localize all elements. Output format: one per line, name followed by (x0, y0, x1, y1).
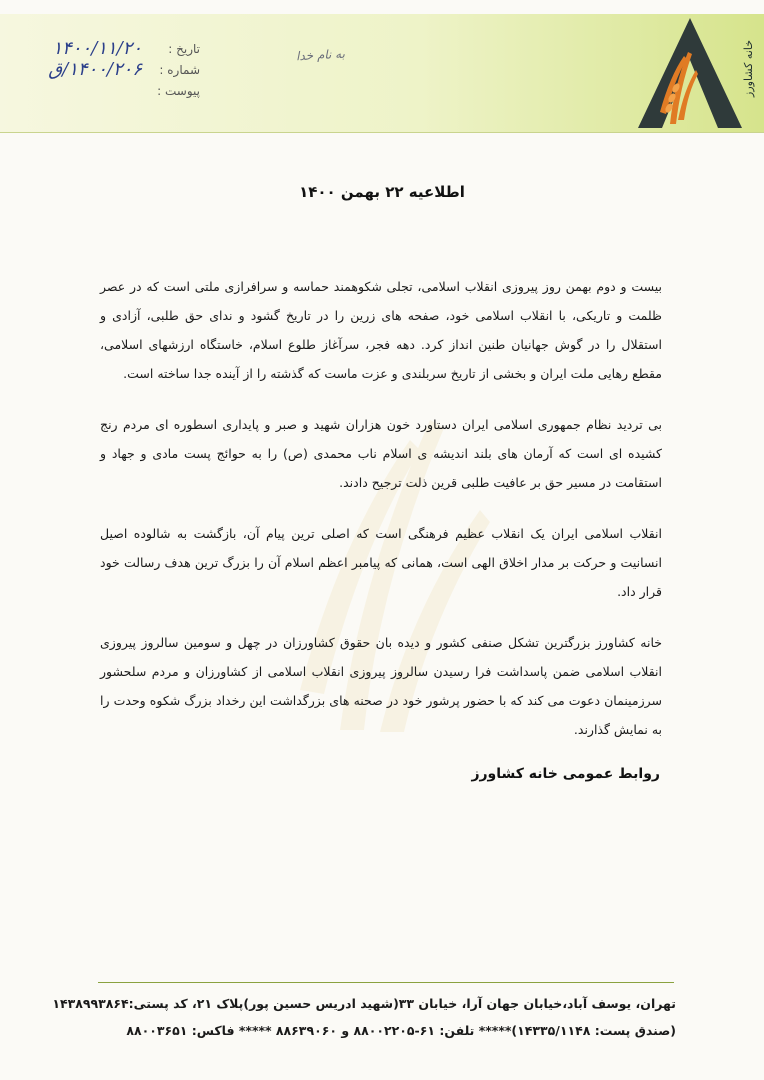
footer-line-1: تهران، یوسف آباد،خیابان جهان آرا، خیابان ۳۳(شهید ادریس حسین پور)پلاک ۲۱، کد پستی:۱۴۳۸۹۹۳۸۶۴ (52, 996, 676, 1011)
meta-number (20, 59, 200, 80)
footer-line-2: (صندق پست: ۱۴۳۳۵/۱۱۴۸)***** تلفن: ۶۱-۸۸۰۰۲۲۰۵ و ۸۸۶۳۹۰۶۰ ***** فاکس: ۸۸۰۰۳۶۵۱ (126, 1023, 676, 1038)
paragraph-1: بیست و دوم بهمن روز پیروزی انقلاب اسلامی، تجلی شکوهمند حماسه و سرافرازی ملتی است که در عصر ظلمت و تاریکی، با انقلاب اسلامی خود، صفحه های زرین را در تاریخ گشود و ندای حق طلبی، آزادی و استقلال را در گوش جهانیان طنین انداز کرد. دهه فجر، سرآغاز طلوع اسلام، خاستگاه ارزشهای اسلامی، مقطع رهایی ملت ایران و بخشی از تاریخ سربلندی و عزت ماست که گذشته را از آینده جدا ساخته است. (100, 279, 662, 381)
meta-date-label: تاریخ : (168, 41, 200, 56)
brand-text: خانه کشاورز (742, 40, 755, 97)
meta-date-value: ۱۴۰۰/۱۱/۲۰ (52, 38, 142, 59)
meta-attachment (20, 80, 200, 101)
meta-attachment-label: پیوست : (157, 83, 200, 98)
meta-number-value: ۱۴۰۰/۲۰۶/ق (48, 59, 142, 80)
handwritten-stamp: به نام خدا (295, 46, 346, 64)
document-body (100, 272, 662, 766)
document-title: اطلاعیه ۲۲ بهمن ۱۴۰۰ (299, 183, 465, 201)
footer-address (52, 990, 676, 1044)
letter-meta (20, 38, 200, 101)
paragraph-3: انقلاب اسلامی ایران یک انقلاب عظیم فرهنگی است که اصلی ترین پیام آن، بازگشت به شالوده اصیل انسانیت و حرکت بر مدار اخلاق الهی است، همانی که پیامبر اعظم اسلام آن را بزرگ ترین هدف رسالت خود قرار داد. (100, 526, 662, 599)
footer-divider (98, 982, 674, 983)
paragraph-2: بی تردید نظام جمهوری اسلامی ایران دستاورد خون هزاران شهید و صبر و پایداری اسطوره ای مردم رنج کشیده ای است که آرمان های بلند اندیشه ی اسلام ناب محمدی (ص) را به حوائج پست مادی و جهاد و استقامت در مسیر حق بر عافیت طلبی قرین ذلت ترجیح دادند. (100, 417, 662, 490)
paragraph-4: خانه کشاورز بزرگترین تشکل صنفی کشور و دیده بان حقوق کشاورزان در چهل و سومین سالروز پیروزی انقلاب اسلامی ضمن پاسداشت فرا رسیدن سالروز پیروزی انقلاب اسلامی از کشاورزان و مردم سلحشور سرزمینمان دعوت می کند که با حضور پرشور خود در صحنه های بزرگداشت این رخداد بزرگ شکوه وحدت را به نمایش گذارند. (100, 635, 662, 737)
meta-number-label: شماره : (159, 62, 200, 77)
meta-date (20, 38, 200, 59)
signature: روابط عمومی خانه کشاورز (471, 766, 660, 782)
farmers-house-logo (630, 16, 748, 130)
